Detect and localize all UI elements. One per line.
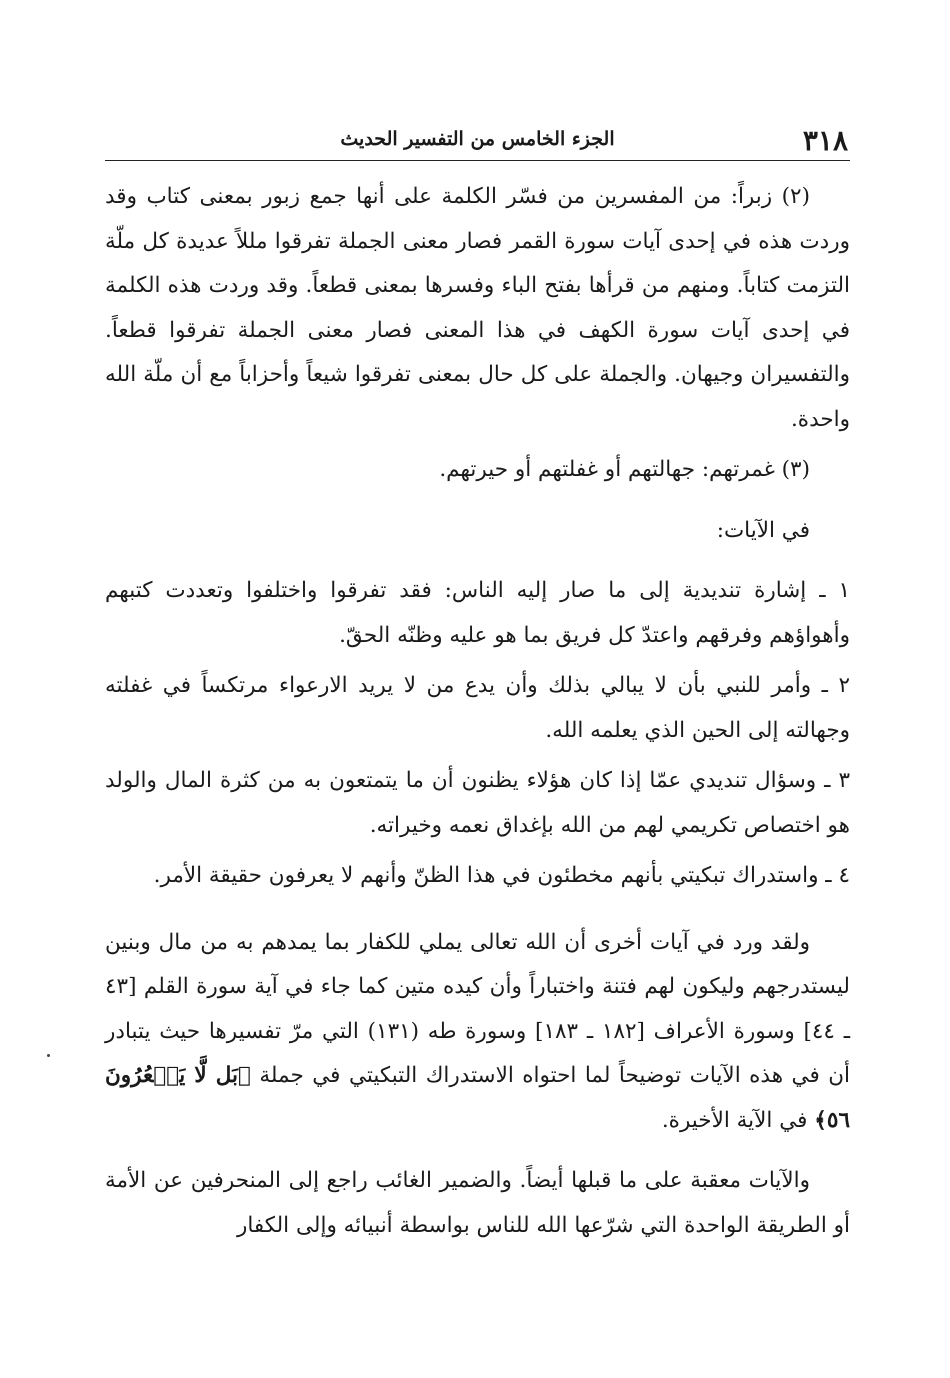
paragraph-text-end: في الآية الأخيرة. — [661, 1107, 808, 1133]
paragraph-text: ولقد ورد في آيات أخرى أن الله تعالى يملي للكفار بما يمدهم به من مال وبنين ليستدرجهم وليكون لهم فتنة واختباراً وأن كيده متين كما جاء في آية سورة القلم [٤٣ ـ ٤٤] وسورة الأعراف [١٨٢ ـ ١٨٣] وسورة طه (١٣١) التي مرّ تفسيرها حيث يتبادر أن في هذه الآيات توضيحاً لما احتواه الاستدراك التبكيتي في جملة — [105, 929, 851, 1088]
paragraph-closing: والآيات معقبة على ما قبلها أيضاً. والضمير الغائب راجع إلى المنحرفين عن الأمة أو الطريقة الواحدة التي شرّعها الله للناس بواسطة أنبيائه وإلى الكفار — [105, 1168, 850, 1238]
point-3: ٣ ـ وسؤال تنديدي عمّا إذا كان هؤلاء يظنون أن ما يتمتعون به من كثرة المال والولد هو اختصاص تكريمي لهم من الله بإغداق نعمه وخيراته. — [105, 768, 850, 838]
quran-phrase: ﴿بَل لَّا يَشۡعُرُونَ ٥٦﴾ — [105, 1063, 850, 1133]
section-heading: في الآيات: — [716, 517, 810, 543]
footnote-2: (٢) زبراً: من المفسرين من فسّر الكلمة على أنها جمع زبور بمعنى كتاب وقد وردت هذه في إحدى آيات سورة القمر فصار معنى الجملة تفرقوا مللاً عديدة كل ملّة التزمت كتاباً. ومنهم من قرأها بفتح الباء وفسرها بمعنى قطعاً. وقد وردت هذه الكلمة في إحدى آيات سورة الكهف في هذا المعنى فصار معنى الجملة تفرقوا قطعاً. والتفسيران وجيهان. والجملة على كل حال بمعنى تفرقوا شيعاً وأحزاباً مع أن ملّة الله واحدة. — [105, 184, 850, 432]
margin-dot — [47, 1054, 50, 1057]
point-2: ٢ ـ وأمر للنبي بأن لا يبالي بذلك وأن يدع من لا يريد الارعواء مرتكساً في غفلته وجهالته إلى الحين الذي يعلمه الله. — [105, 673, 850, 743]
chapter-title: الجزء الخامس من التفسير الحديث — [340, 128, 615, 150]
page-body — [105, 175, 850, 1248]
point-1: ١ ـ إشارة تنديدية إلى ما صار إليه الناس: فقد تفرقوا واختلفوا وتعددت كتبهم وأهواؤهم وفرقهم واعتدّ كل فريق بما هو عليه وظنّه الحقّ. — [105, 578, 850, 648]
page-number: ٣١٨ — [802, 124, 848, 157]
footnote-3: (٣) غمرتهم: جهالتهم أو غفلتهم أو حيرتهم. — [439, 457, 810, 482]
running-header — [105, 118, 850, 161]
point-4: ٤ ـ واستدراك تبكيتي بأنهم مخطئون في هذا الظنّ وأنهم لا يعرفون حقيقة الأمر. — [153, 863, 850, 888]
paragraph-allotment — [105, 921, 850, 1144]
book-page — [105, 118, 850, 1248]
